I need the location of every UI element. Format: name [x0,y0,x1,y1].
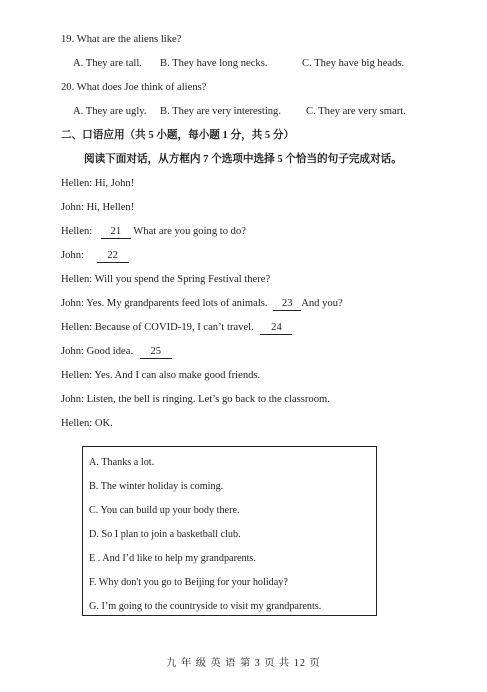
line-text: John: Yes. My grandparents feed lots of animals. [61,298,268,309]
q19-option-b: B. They have long necks. [160,58,268,69]
box-option-a: A. Thanks a lot. [89,457,155,468]
section-instruction: 阅读下面对话，从方框内 7 个选项中选择 5 个恰当的句子完成对话。 [84,154,402,165]
dialogue-line-9: Hellen: Yes. And I can also make good friends. [61,370,261,381]
page-footer: 九 年 级 英 语 第 3 页 共 12 页 [166,658,321,669]
q20-option-c: C. They are very smart. [306,106,406,117]
dialogue-line-1: Hellen: Hi, John! [61,178,135,189]
dialogue-line-4 [61,249,129,263]
box-option-g: G. I’m going to the countryside to visit my grandparents. [89,601,322,612]
q20-option-a: A. They are ugly. [73,106,147,117]
dialogue-line-11: Hellen: OK. [61,418,113,429]
options-box [82,446,377,616]
line-text: John: Good idea. [61,346,134,357]
dialogue-line-6 [61,297,343,311]
box-option-f: F. Why don't you go to Beijing for your holiday? [89,577,288,588]
question-20-stem: 20. What does Joe think of aliens? [61,82,207,93]
blank-23: 23 [273,298,301,311]
section-heading: 二、口语应用（共 5 小题，每小题 1 分，共 5 分） [61,130,295,141]
line-text-rest: And you? [301,298,343,309]
box-option-d: D. So I plan to join a basketball club. [89,529,241,540]
blank-25: 25 [140,346,172,359]
box-option-e: E . And I’d like to help my grandparents. [89,553,256,564]
blank-21: 21 [101,226,131,239]
box-option-b: B. The winter holiday is coming. [89,481,224,492]
line-text: What are you going to do? [130,226,246,237]
blank-24: 24 [260,322,292,335]
dialogue-line-2: John: Hi, Hellen! [61,202,135,213]
box-option-c: C. You can build up your body there. [89,505,240,516]
q19-option-c: C. They have big heads. [302,58,405,69]
q20-option-b: B. They are very interesting. [160,106,282,117]
dialogue-line-8 [61,345,172,359]
speaker-label: Hellen: [61,226,93,237]
dialogue-line-10: John: Listen, the bell is ringing. Let’s go back to the classroom. [61,394,330,405]
question-19-stem: 19. What are the aliens like? [61,34,182,45]
speaker-label: John: [61,250,84,261]
dialogue-line-3 [61,225,246,239]
dialogue-line-7 [61,321,292,335]
line-text: Hellen: Because of COVID-19, I can’t travel. [61,322,254,333]
q19-option-a: A. They are tall. [73,58,142,69]
blank-22: 22 [97,250,129,263]
dialogue-line-5: Hellen: Will you spend the Spring Festival there? [61,274,271,285]
